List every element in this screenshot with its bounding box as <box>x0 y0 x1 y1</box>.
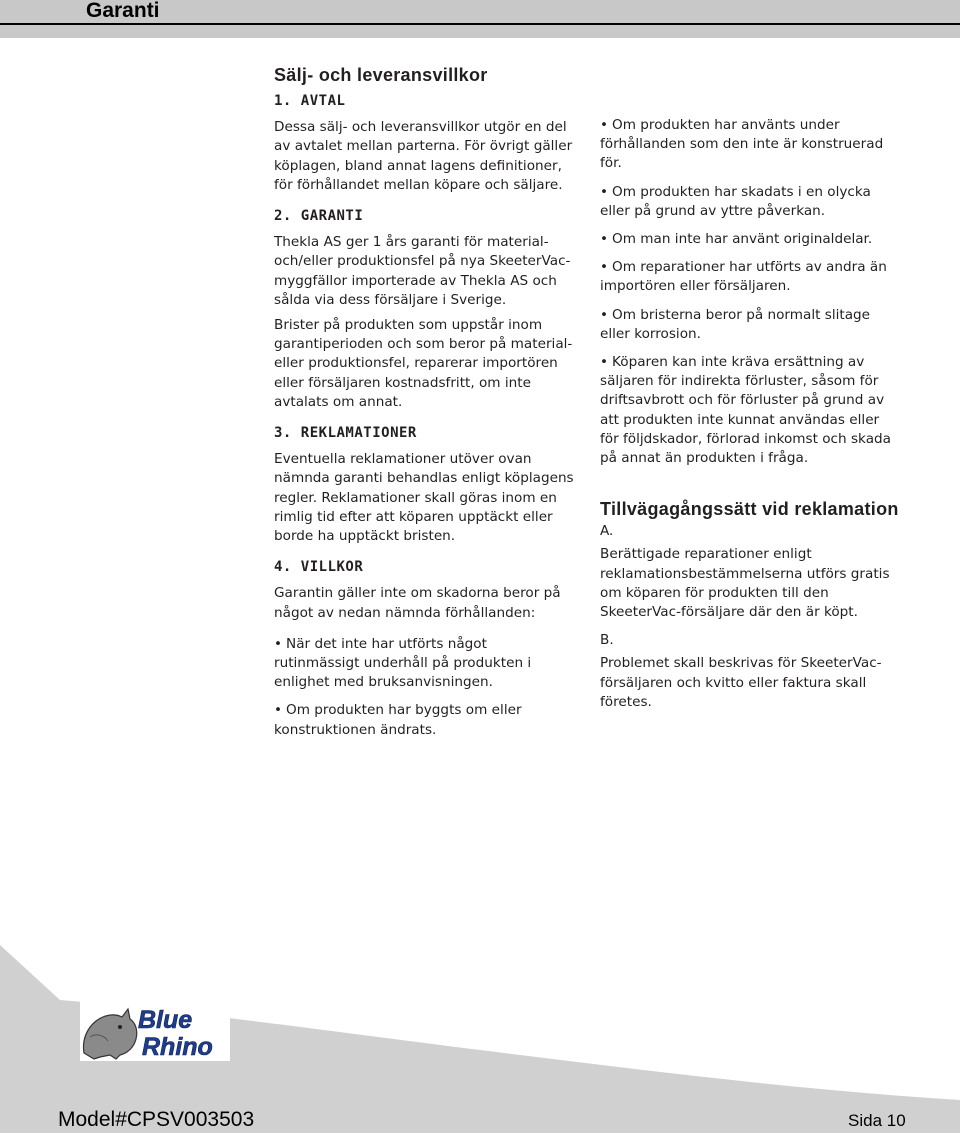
bullet-dot: • <box>600 259 609 276</box>
list-item: • Om man inte har använt originaldelar. <box>600 231 873 248</box>
list-item: • Om produkten har byggts om eller konstruktionen ändrats. <box>274 702 522 738</box>
right-column <box>600 116 900 721</box>
step-a-text: Berättigade reparationer enligt reklamationsbestämmelserna utförs gratis om köparen för produkten till den SkeeterVac-försäljare där den är köpt. <box>600 546 890 621</box>
section-1-title: 1. AVTAL <box>274 93 346 109</box>
section-4-text: Garantin gäller inte om skadorna beror på något av nedan nämnda förhållanden: <box>274 585 561 621</box>
procedure-heading: Tillvägagångssätt vid reklamation <box>600 499 899 520</box>
model-number: Model#CPSV003503 <box>58 1108 255 1131</box>
page-number: Sida 10 <box>848 1111 906 1130</box>
list-item: • Om bristerna beror på normalt slitage eller korrosion. <box>600 306 871 342</box>
step-a-label: A. <box>600 523 614 540</box>
list-item: • Köparen kan inte kräva ersättning av säljaren för indirekta förluster, såsom för driftsavbrott och för förluster på grund av att produkten inte kunnat användas eller för följdskador, förlorad inkomst och skada på annat än produkten i fråga. <box>600 354 891 467</box>
list-item: • Om reparationer har utförts av andra än importören eller försäljaren. <box>600 259 887 295</box>
rhino-logo-icon <box>80 1001 230 1061</box>
logo-word-rhino: Rhino <box>142 1033 213 1061</box>
list-item: • När det inte har utförts något rutinmässigt underhåll på produkten i enlighet med bruksanvisningen. <box>274 635 532 691</box>
section-1-text: Dessa sälj- och leveransvillkor utgör en del av avtalet mellan parterna. För övrigt gäller köplagen, bland annat lagens definitioner, för förhållandet mellan köpare och säljare. <box>274 119 573 193</box>
bullet-dot: • <box>274 702 283 719</box>
section-2-text-1: Thekla AS ger 1 års garanti för material- och/eller produktionsfel på nya SkeeterVac-myggfällor importerade av Thekla AS och sålda via dess försäljare i Sverige. <box>274 234 571 308</box>
bullet-dot: • <box>274 635 283 652</box>
step-b-text: Problemet skall beskrivas för SkeeterVac-försäljaren och kvitto eller faktura skall företes. <box>600 655 882 710</box>
logo-word-blue: Blue <box>138 1006 193 1034</box>
left-column <box>274 64 574 749</box>
bullet-dot: • <box>600 354 609 371</box>
section-3-text: Eventuella reklamationer utöver ovan nämnda garanti behandlas enligt köplagens regler. Reklamationer skall göras inom en rimlig tid efter att köparen upptäckt eller borde ha upptäckt bristen. <box>274 451 574 545</box>
bullet-dot: • <box>600 231 609 248</box>
bullet-dot: • <box>600 183 609 200</box>
section-2-text-2: Brister på produkten som uppstår inom garantiperioden och som beror på material- eller produktionsfel, reparerar importören eller försäljaren kostnadsfritt, om inte avtalats om annat. <box>274 317 573 410</box>
section-3-title: 3. REKLAMATIONER <box>274 425 417 442</box>
list-item: • Om produkten har skadats i en olycka eller på grund av yttre påverkan. <box>600 183 871 219</box>
list-item: • Om produkten har använts under förhållanden som den inte är konstruerad för. <box>600 117 884 172</box>
page-title: Garanti <box>86 0 160 22</box>
section-4-title: 4. VILLKOR <box>274 559 364 576</box>
section-2-title: 2. GARANTI <box>274 208 364 225</box>
terms-heading: Sälj- och leveransvillkor <box>274 65 488 85</box>
bullet-dot: • <box>600 117 609 133</box>
step-b-label: B. <box>600 632 614 649</box>
bullet-dot: • <box>600 306 609 323</box>
